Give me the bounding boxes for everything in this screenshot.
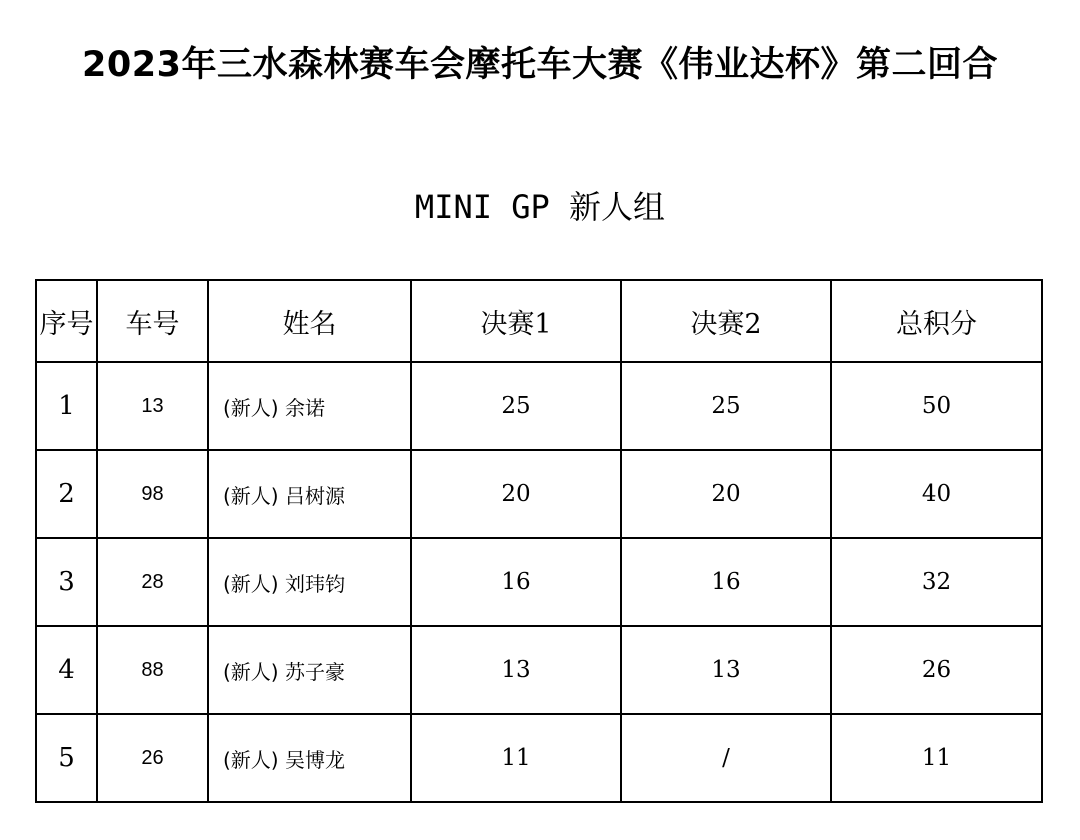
table-row: [36, 362, 1042, 450]
cell-name: (新人) 吕树源: [208, 450, 411, 538]
header-car-no: 车号: [97, 280, 208, 362]
header-name: 姓名: [208, 280, 411, 362]
cell-final1: 25: [411, 362, 621, 450]
cell-seq: 2: [36, 450, 97, 538]
cell-car-no: 26: [97, 714, 208, 802]
cell-final2: 20: [621, 450, 831, 538]
header-final1: 决赛1: [411, 280, 621, 362]
cell-total: 11: [831, 714, 1042, 802]
cell-seq: 3: [36, 538, 97, 626]
cell-seq: 4: [36, 626, 97, 714]
cell-total: 26: [831, 626, 1042, 714]
cell-car-no: 13: [97, 362, 208, 450]
cell-car-no: 98: [97, 450, 208, 538]
header-final2: 决赛2: [621, 280, 831, 362]
table-row: [36, 714, 1042, 802]
cell-final1: 11: [411, 714, 621, 802]
cell-total: 32: [831, 538, 1042, 626]
cell-final2: 16: [621, 538, 831, 626]
cell-total: 40: [831, 450, 1042, 538]
cell-car-no: 88: [97, 626, 208, 714]
cell-final1: 13: [411, 626, 621, 714]
table-row: [36, 538, 1042, 626]
table-row: [36, 450, 1042, 538]
cell-name: (新人) 余诺: [208, 362, 411, 450]
cell-final2: /: [621, 714, 831, 802]
table-row: [36, 626, 1042, 714]
cell-name: (新人) 吴博龙: [208, 714, 411, 802]
results-table: [35, 279, 1043, 803]
cell-final2: 13: [621, 626, 831, 714]
cell-total: 50: [831, 362, 1042, 450]
cell-seq: 5: [36, 714, 97, 802]
group-subtitle: MINI GP 新人组: [414, 188, 666, 226]
table-header-row: [36, 280, 1042, 362]
cell-final2: 25: [621, 362, 831, 450]
cell-seq: 1: [36, 362, 97, 450]
cell-name: (新人) 苏子豪: [208, 626, 411, 714]
cell-final1: 16: [411, 538, 621, 626]
cell-final1: 20: [411, 450, 621, 538]
cell-name: (新人) 刘玮钧: [208, 538, 411, 626]
cell-car-no: 28: [97, 538, 208, 626]
page-title: 2023年三水森林赛车会摩托车大赛《伟业达杯》第二回合: [82, 45, 998, 85]
header-total: 总积分: [831, 280, 1042, 362]
header-seq: 序号: [36, 280, 97, 362]
